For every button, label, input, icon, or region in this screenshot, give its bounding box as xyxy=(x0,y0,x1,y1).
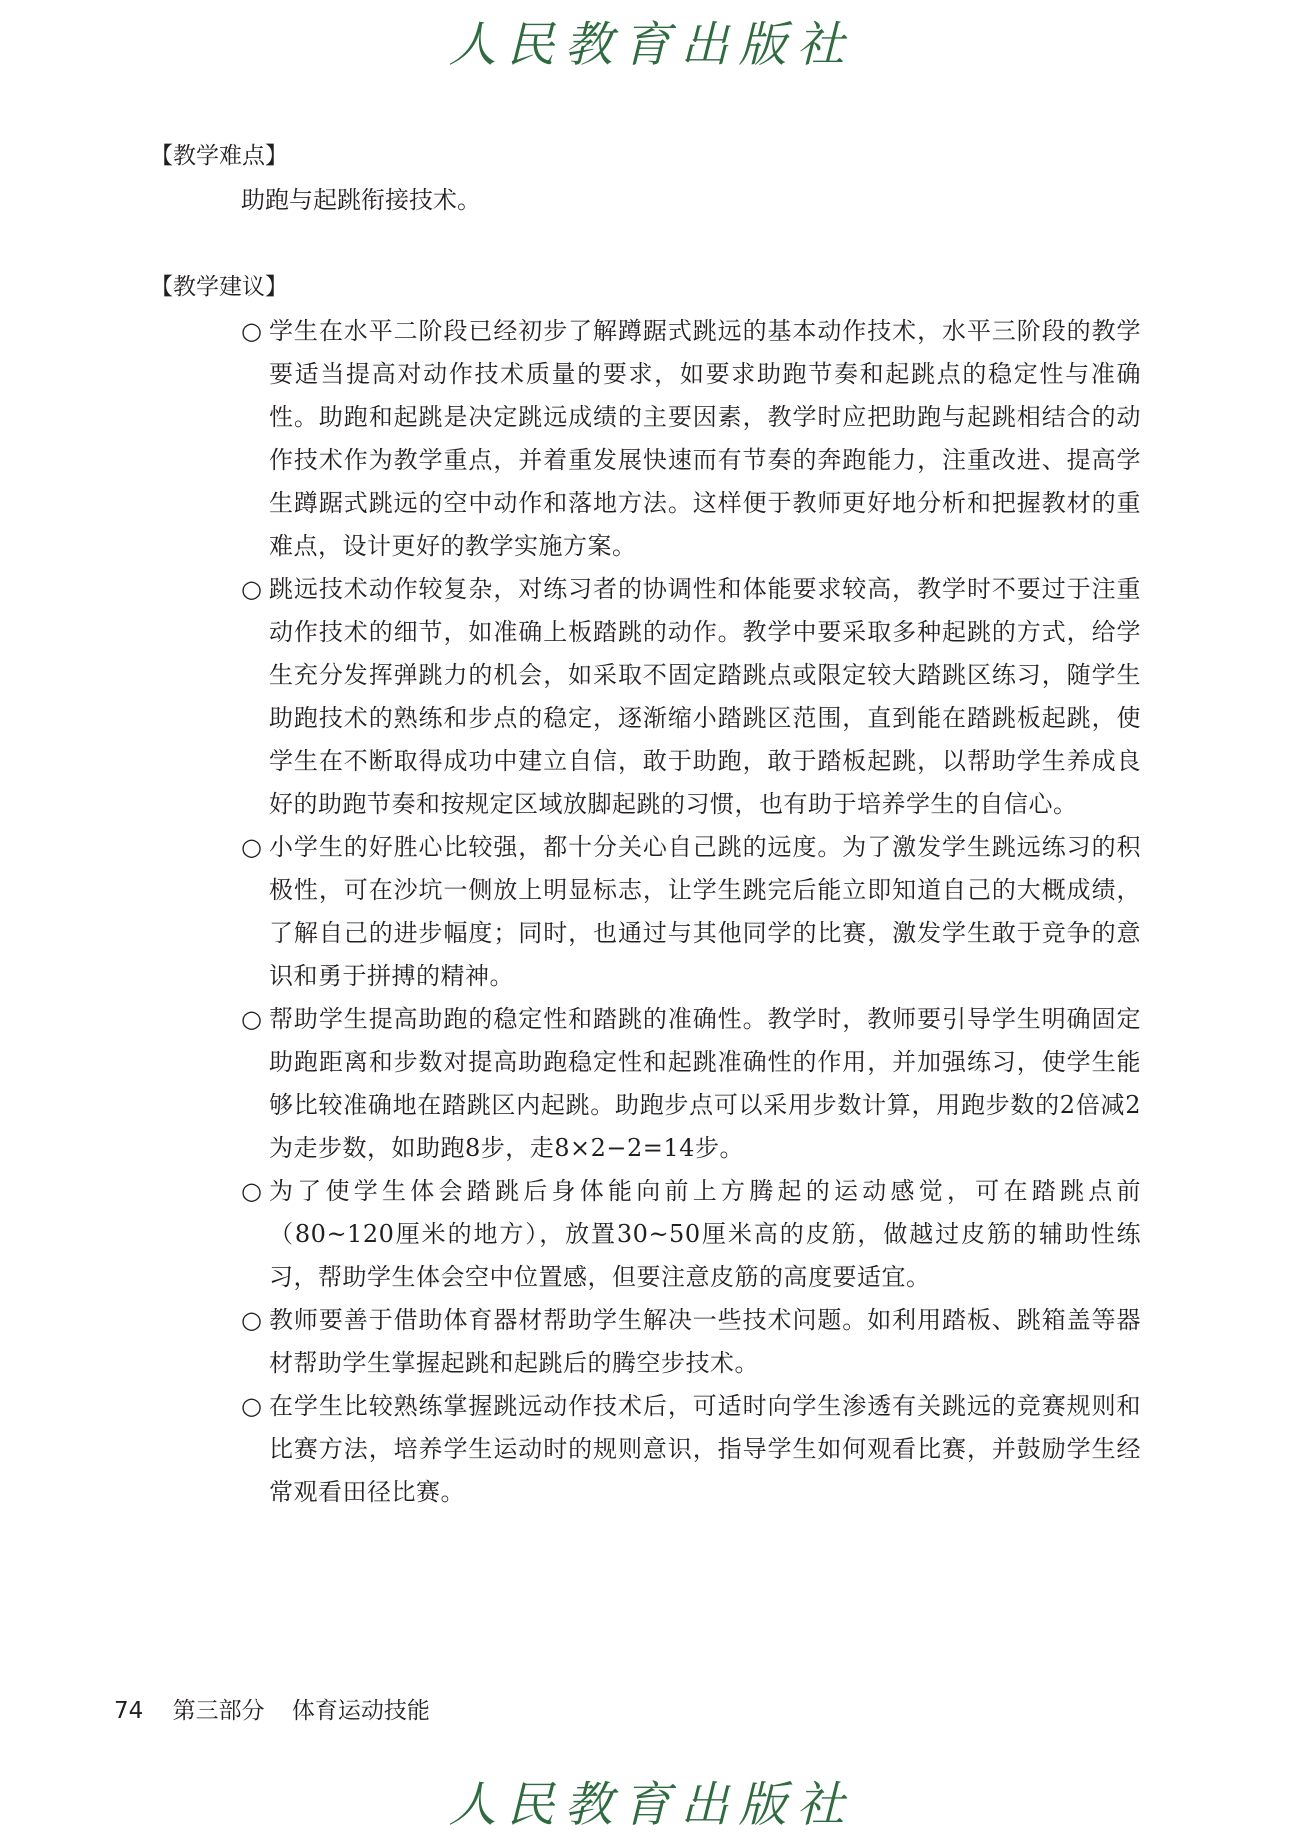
circle-bullet-icon: ○ xyxy=(241,1306,263,1334)
suggestion-text: 在学生比较熟练掌握跳远动作技术后，可适时向学生渗透有关跳远的竞赛规则和比赛方法，培养学生运动时的规则意识，指导学生如何观看比赛，并鼓励学生经常观看田径比赛。 xyxy=(269,1392,1141,1506)
section-label: 体育运动技能 xyxy=(291,1698,430,1724)
suggestion-item xyxy=(241,1299,1141,1385)
suggestion-item xyxy=(241,310,1141,568)
circle-bullet-icon: ○ xyxy=(241,833,263,861)
difficulty-text: 助跑与起跳衔接技术。 xyxy=(241,186,481,214)
page-number: 74 xyxy=(114,1698,144,1724)
suggestion-item xyxy=(241,1385,1141,1514)
suggestion-list xyxy=(241,310,1141,1514)
suggestion-item xyxy=(241,568,1141,826)
circle-bullet-icon: ○ xyxy=(241,575,263,603)
suggestion-text: 学生在水平二阶段已经初步了解蹲踞式跳远的基本动作技术，水平三阶段的教学要适当提高对动作技术质量的要求，如要求助跑节奏和起跳点的稳定性与准确性。助跑和起跳是决定跳远成绩的主要因素，教学时应把助跑与起跳相结合的动作技术作为教学重点，并着重发展快速而有节奏的奔跑能力，注重改进、提高学生蹲踞式跳远的空中动作和落地方法。这样便于教师更好地分析和把握教材的重难点，设计更好的教学实施方案。 xyxy=(269,317,1141,560)
circle-bullet-icon: ○ xyxy=(241,1392,263,1420)
circle-bullet-icon: ○ xyxy=(241,317,263,345)
circle-bullet-icon: ○ xyxy=(241,1177,263,1205)
suggestion-text: 教师要善于借助体育器材帮助学生解决一些技术问题。如利用踏板、跳箱盖等器材帮助学生掌握起跳和起跳后的腾空步技术。 xyxy=(269,1306,1141,1377)
page-footer xyxy=(114,1696,430,1726)
suggestion-text: 帮助学生提高助跑的稳定性和踏跳的准确性。教学时，教师要引导学生明确固定助跑距离和步数对提高助跑稳定性和起跳准确性的作用，并加强练习，使学生能够比较准确地在踏跳区内起跳。助跑步点可以采用步数计算，用跑步数的2倍减2为走步数，如助跑8步，走8×2−2=14步。 xyxy=(269,1005,1141,1162)
suggestions-heading: 【教学建议】 xyxy=(150,274,288,300)
suggestion-item xyxy=(241,1170,1141,1299)
difficulty-heading: 【教学难点】 xyxy=(150,143,288,169)
publisher-logo-bottom: 人民教育出版社 xyxy=(448,1777,855,1833)
suggestion-item xyxy=(241,826,1141,998)
part-label: 第三部分 xyxy=(172,1698,265,1724)
suggestion-text: 跳远技术动作较复杂，对练习者的协调性和体能要求较高，教学时不要过于注重动作技术的细节，如准确上板踏跳的动作。教学中要采取多种起跳的方式，给学生充分发挥弹跳力的机会，如采取不固定踏跳点或限定较大踏跳区练习，随学生助跑技术的熟练和步点的稳定，逐渐缩小踏跳区范围，直到能在踏跳板起跳，使学生在不断取得成功中建立自信，敢于助跑，敢于踏板起跳，以帮助学生养成良好的助跑节奏和按规定区域放脚起跳的习惯，也有助于培养学生的自信心。 xyxy=(269,575,1141,818)
suggestion-text: 为了使学生体会踏跳后身体能向前上方腾起的运动感觉，可在踏跳点前（80~120厘米的地方），放置30~50厘米高的皮筋，做越过皮筋的辅助性练习，帮助学生体会空中位置感，但要注意皮筋的高度要适宜。 xyxy=(269,1177,1141,1291)
suggestion-text: 小学生的好胜心比较强，都十分关心自己跳的远度。为了激发学生跳远练习的积极性，可在沙坑一侧放上明显标志，让学生跳完后能立即知道自己的大概成绩，了解自己的进步幅度；同时，也通过与其他同学的比赛，激发学生敢于竞争的意识和勇于拼搏的精神。 xyxy=(269,833,1141,990)
publisher-logo-top: 人民教育出版社 xyxy=(448,17,855,73)
circle-bullet-icon: ○ xyxy=(241,1005,263,1033)
suggestion-item xyxy=(241,998,1141,1170)
